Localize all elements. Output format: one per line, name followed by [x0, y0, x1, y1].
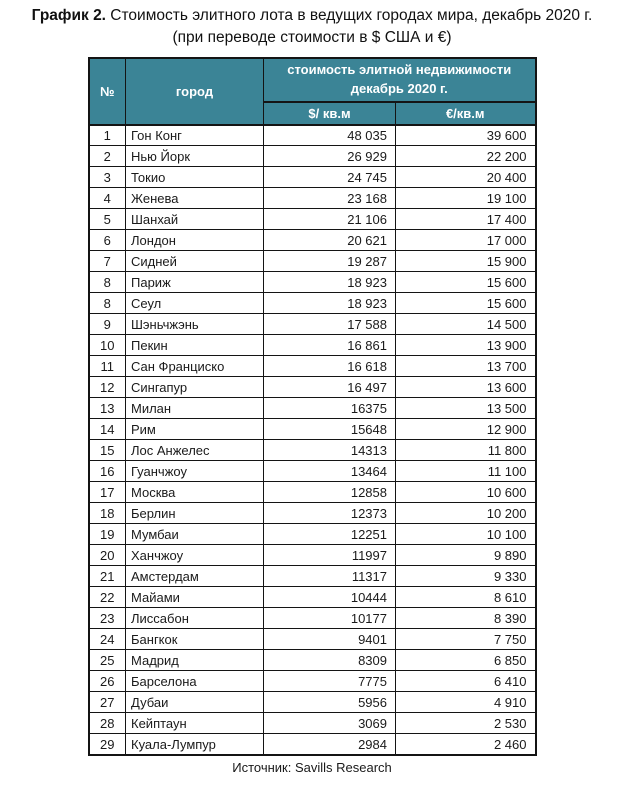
cell-usd: 12858: [264, 482, 396, 503]
header-group: стоимость элитной недвижимости декабрь 2020 г.: [264, 58, 536, 102]
header-eur: €/кв.м: [396, 102, 536, 125]
cell-eur: 22 200: [396, 146, 536, 167]
cell-usd: 21 106: [264, 209, 396, 230]
cell-city: Токио: [126, 167, 264, 188]
cell-num: 8: [89, 272, 126, 293]
cell-num: 19: [89, 524, 126, 545]
cell-num: 22: [89, 587, 126, 608]
table-row: [89, 272, 536, 293]
cell-eur: 15 600: [396, 272, 536, 293]
cell-usd: 7775: [264, 671, 396, 692]
cell-city: Сидней: [126, 251, 264, 272]
cell-usd: 10444: [264, 587, 396, 608]
cell-usd: 15648: [264, 419, 396, 440]
cell-usd: 16375: [264, 398, 396, 419]
cell-usd: 2984: [264, 734, 396, 755]
cell-eur: 11 100: [396, 461, 536, 482]
table-row: [89, 461, 536, 482]
cell-city: Сеул: [126, 293, 264, 314]
cell-usd: 12373: [264, 503, 396, 524]
table-row: [89, 566, 536, 587]
cell-city: Бангкок: [126, 629, 264, 650]
table-row: [89, 671, 536, 692]
table-row: [89, 545, 536, 566]
cell-num: 29: [89, 734, 126, 755]
cell-city: Нью Йорк: [126, 146, 264, 167]
header-num: №: [89, 58, 126, 125]
cell-num: 18: [89, 503, 126, 524]
cell-usd: 16 497: [264, 377, 396, 398]
cell-city: Ханчжоу: [126, 545, 264, 566]
table-row: [89, 440, 536, 461]
cell-num: 3: [89, 167, 126, 188]
table-row: [89, 188, 536, 209]
cell-eur: 10 100: [396, 524, 536, 545]
cell-city: Куала-Лумпур: [126, 734, 264, 755]
header-city: город: [126, 58, 264, 125]
cell-num: 8: [89, 293, 126, 314]
table-row: [89, 125, 536, 146]
cell-city: Милан: [126, 398, 264, 419]
table-row: [89, 419, 536, 440]
cell-eur: 2 460: [396, 734, 536, 755]
table-row: [89, 524, 536, 545]
cell-eur: 17 400: [396, 209, 536, 230]
cell-eur: 15 600: [396, 293, 536, 314]
cell-num: 4: [89, 188, 126, 209]
cell-num: 27: [89, 692, 126, 713]
cell-city: Сан Франциско: [126, 356, 264, 377]
cell-num: 15: [89, 440, 126, 461]
cell-eur: 6 410: [396, 671, 536, 692]
cell-city: Пекин: [126, 335, 264, 356]
cell-eur: 9 890: [396, 545, 536, 566]
table-row: [89, 251, 536, 272]
cell-city: Гон Конг: [126, 125, 264, 146]
cell-eur: 11 800: [396, 440, 536, 461]
cell-eur: 13 500: [396, 398, 536, 419]
cell-num: 20: [89, 545, 126, 566]
table-row: [89, 608, 536, 629]
cell-num: 10: [89, 335, 126, 356]
cell-num: 7: [89, 251, 126, 272]
cell-usd: 18 923: [264, 272, 396, 293]
table-row: [89, 503, 536, 524]
source-caption: Источник: Savills Research: [232, 759, 392, 775]
cell-num: 28: [89, 713, 126, 734]
table-row: [89, 398, 536, 419]
cell-eur: 8 390: [396, 608, 536, 629]
cell-usd: 16 618: [264, 356, 396, 377]
cell-num: 1: [89, 125, 126, 146]
cell-eur: 15 900: [396, 251, 536, 272]
cell-eur: 20 400: [396, 167, 536, 188]
cell-num: 25: [89, 650, 126, 671]
cell-num: 13: [89, 398, 126, 419]
cell-eur: 13 900: [396, 335, 536, 356]
cell-eur: 4 910: [396, 692, 536, 713]
cell-eur: 19 100: [396, 188, 536, 209]
cell-usd: 14313: [264, 440, 396, 461]
cell-city: Шэньчжэнь: [126, 314, 264, 335]
cell-usd: 5956: [264, 692, 396, 713]
table-row: [89, 482, 536, 503]
cell-eur: 17 000: [396, 230, 536, 251]
cell-usd: 48 035: [264, 125, 396, 146]
cell-eur: 14 500: [396, 314, 536, 335]
cell-num: 9: [89, 314, 126, 335]
cell-eur: 9 330: [396, 566, 536, 587]
table-row: [89, 650, 536, 671]
figure-title: [0, 6, 624, 49]
cell-eur: 12 900: [396, 419, 536, 440]
cell-eur: 39 600: [396, 125, 536, 146]
cell-num: 23: [89, 608, 126, 629]
table-row: [89, 230, 536, 251]
cell-eur: 7 750: [396, 629, 536, 650]
cell-usd: 12251: [264, 524, 396, 545]
cell-num: 14: [89, 419, 126, 440]
cell-num: 24: [89, 629, 126, 650]
cell-num: 26: [89, 671, 126, 692]
cell-city: Лондон: [126, 230, 264, 251]
cell-city: Сингапур: [126, 377, 264, 398]
cell-num: 16: [89, 461, 126, 482]
table-row: [89, 335, 536, 356]
cell-num: 12: [89, 377, 126, 398]
table-row: [89, 587, 536, 608]
cell-city: Гуанчжоу: [126, 461, 264, 482]
cell-city: Барселона: [126, 671, 264, 692]
cell-usd: 19 287: [264, 251, 396, 272]
header-usd: $/ кв.м: [264, 102, 396, 125]
cell-num: 5: [89, 209, 126, 230]
cell-eur: 2 530: [396, 713, 536, 734]
cell-usd: 16 861: [264, 335, 396, 356]
table-row: [89, 146, 536, 167]
cell-city: Шанхай: [126, 209, 264, 230]
cell-eur: 8 610: [396, 587, 536, 608]
cell-city: Москва: [126, 482, 264, 503]
cell-city: Майами: [126, 587, 264, 608]
cell-eur: 6 850: [396, 650, 536, 671]
cell-city: Кейптаун: [126, 713, 264, 734]
table-row: [89, 692, 536, 713]
cell-eur: 10 600: [396, 482, 536, 503]
header-row-group: [89, 58, 536, 102]
cell-usd: 3069: [264, 713, 396, 734]
cell-city: Лиссабон: [126, 608, 264, 629]
cell-usd: 23 168: [264, 188, 396, 209]
cell-usd: 11317: [264, 566, 396, 587]
cell-usd: 13464: [264, 461, 396, 482]
table-body: [89, 125, 536, 755]
cell-city: Женева: [126, 188, 264, 209]
cell-eur: 10 200: [396, 503, 536, 524]
cell-city: Берлин: [126, 503, 264, 524]
cell-city: Амстердам: [126, 566, 264, 587]
cell-usd: 11997: [264, 545, 396, 566]
cell-eur: 13 600: [396, 377, 536, 398]
cell-city: Мадрид: [126, 650, 264, 671]
table-row: [89, 734, 536, 755]
table-row: [89, 713, 536, 734]
price-table: [88, 57, 537, 756]
cell-usd: 20 621: [264, 230, 396, 251]
cell-usd: 8309: [264, 650, 396, 671]
cell-city: Рим: [126, 419, 264, 440]
cell-usd: 24 745: [264, 167, 396, 188]
title-subtitle: (при переводе стоимости в $ США и €): [172, 28, 452, 46]
table-row: [89, 167, 536, 188]
table-row: [89, 377, 536, 398]
table-row: [89, 629, 536, 650]
table-header: [89, 58, 536, 125]
cell-city: Лос Анжелес: [126, 440, 264, 461]
table-row: [89, 356, 536, 377]
cell-city: Мумбаи: [126, 524, 264, 545]
cell-num: 6: [89, 230, 126, 251]
cell-city: Париж: [126, 272, 264, 293]
cell-num: 11: [89, 356, 126, 377]
title-line: [0, 6, 624, 27]
table-row: [89, 209, 536, 230]
cell-usd: 26 929: [264, 146, 396, 167]
table-row: [89, 314, 536, 335]
title-prefix: График 2.: [31, 7, 106, 24]
cell-city: Дубаи: [126, 692, 264, 713]
cell-usd: 10177: [264, 608, 396, 629]
cell-usd: 9401: [264, 629, 396, 650]
cell-num: 21: [89, 566, 126, 587]
cell-eur: 13 700: [396, 356, 536, 377]
table-row: [89, 293, 536, 314]
cell-usd: 17 588: [264, 314, 396, 335]
cell-num: 17: [89, 482, 126, 503]
title-text: Стоимость элитного лота в ведущих городах мира, декабрь 2020 г.: [106, 7, 593, 24]
cell-usd: 18 923: [264, 293, 396, 314]
cell-num: 2: [89, 146, 126, 167]
